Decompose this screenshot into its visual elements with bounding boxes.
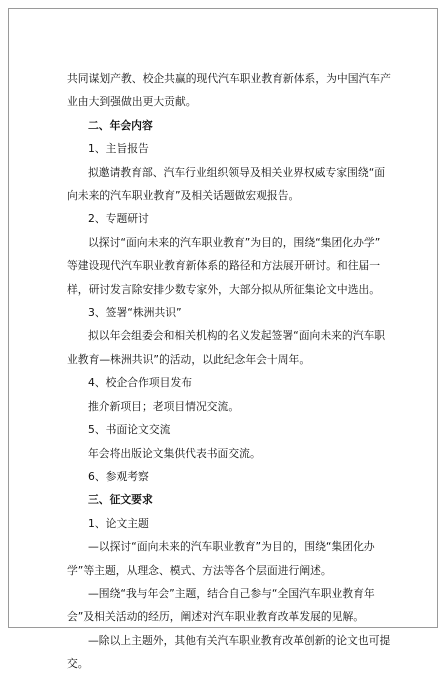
body-line: —围绕“我与年会”主题，结合自己参与“全国汽车职业教育年 [88,586,375,600]
subsection-title: 2、专题研讨 [88,212,149,226]
subsection-title: 3、签署“株洲共识” [88,306,182,320]
subsection-title: 1、主旨报告 [88,142,149,156]
body-line: 学”等主题，从理念、模式、方法等各个层面进行阐述。 [67,563,332,577]
body-line: 样，研讨发言除安排少数专家外，大部分拟从所征集论文中选出。 [67,282,381,296]
body-line: 拟以年会组委会和相关机构的名义发起签署“面向未来的汽车职 [88,329,386,343]
body-line: —除以上主题外，其他有关汽车职业教育改革创新的论文也可提 [88,633,391,647]
body-line: 推介新项目；老项目情况交流。 [88,399,240,413]
document-body [67,67,399,676]
body-line: 共同谋划产教、校企共赢的现代汽车职业教育新体系，为中国汽车产 [67,72,391,85]
section-heading: 二、年会内容 [88,118,153,132]
body-line: 以探讨“面向未来的汽车职业教育”为目的，围绕“集团化办学” [88,235,381,249]
body-line: 业由大到强做出更大贡献。 [67,95,197,109]
body-line: 年会将出版论文集供代表书面交流。 [88,446,261,460]
subsection-title: 4、校企合作项目发布 [88,376,193,390]
body-line: 拟邀请教育部、汽车行业组织领导及相关业界权威专家围绕“面 [88,165,386,179]
body-line: —以探讨“面向未来的汽车职业教育”为目的，围绕“集团化办 [88,540,375,554]
body-line: 会”及相关活动的经历，阐述对汽车职业教育改革发展的见解。 [67,610,365,624]
subsection-title: 5、书面论文交流 [88,423,171,437]
body-line: 业教育—株洲共识”的活动，以此纪念年会十周年。 [67,352,311,366]
body-line: 等建设现代汽车职业教育新体系的路径和方法展开研讨。和往届一 [67,259,381,273]
body-line: 交。 [67,657,89,671]
subsection-title: 1、论文主题 [88,516,149,530]
section-heading: 三、征文要求 [88,493,153,507]
document-page [8,8,438,671]
body-line: 向未来的汽车职业教育”及相关话题做宏观报告。 [67,189,300,203]
subsection-title: 6、参观考察 [88,469,149,483]
